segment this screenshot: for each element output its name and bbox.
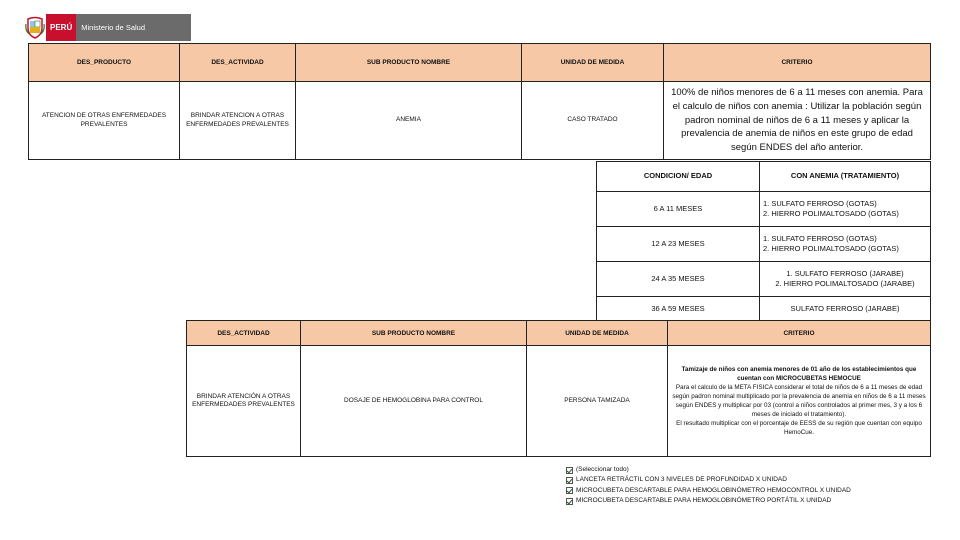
header-sub-producto: SUB PRODUCTO NOMBRE bbox=[296, 44, 522, 82]
criterio-paragraph-1: Para el calculo de la META FISICA considerar el total de niños de 6 a 11 meses de edad según padron nominal multiplicado por la prevalencia de anemia en niños de 6 a 11 meses según ENDES y multiplicar por 03 (control a niños controlados al primer mes, 3 y a los 6 meses de iniciado el tratamiento). bbox=[672, 383, 926, 419]
criterio-paragraph-2: El resultado multiplicar con el porcentaje de EESS de su región que cuentan con equipo HemoCue. bbox=[676, 420, 922, 437]
age-cell: 6 A 11 MESES bbox=[597, 192, 760, 227]
treatment-line-1: SULFATO FERROSO (JARABE) bbox=[790, 303, 900, 313]
treatment-row bbox=[597, 297, 931, 322]
treatment-line-1: 1. SULFATO FERROSO (GOTAS) bbox=[763, 233, 877, 243]
checkbox-checked-icon[interactable] bbox=[566, 477, 573, 484]
header-des-producto: DES_PRODUCTO bbox=[29, 44, 180, 82]
bottom-table-header-row bbox=[187, 321, 931, 346]
criterio-summary: Tamizaje de niños con anemia menores de 01 año de los establecimientos que cuentan con MICROCUBETAS HEMOCUE bbox=[681, 365, 917, 382]
treatment-cell bbox=[760, 262, 931, 297]
cell-sub-producto: DOSAJE DE HEMOGLOBINA PARA CONTROL bbox=[301, 346, 527, 457]
treatment-header-row bbox=[597, 162, 931, 192]
filter-item[interactable] bbox=[566, 486, 851, 496]
header-criterio: CRITERIO bbox=[668, 321, 931, 346]
coat-of-arms-icon bbox=[24, 14, 46, 41]
logo-country-label: PERÚ bbox=[46, 14, 76, 41]
cell-criterio bbox=[668, 346, 931, 457]
header-des-actividad: DES_ACTIVIDAD bbox=[187, 321, 301, 346]
cell-sub-producto: ANEMIA bbox=[296, 82, 522, 160]
age-cell: 24 A 35 MESES bbox=[597, 262, 760, 297]
treatment-line-2: 2. HIERRO POLIMALTOSADO (GOTAS) bbox=[763, 209, 899, 218]
minsa-logo bbox=[24, 14, 191, 41]
top-table bbox=[28, 43, 931, 160]
cell-des-producto: ATENCION DE OTRAS ENFERMEDADES PREVALENTES bbox=[29, 82, 180, 160]
bottom-table bbox=[186, 320, 931, 457]
header-tratamiento: CON ANEMIA (TRATAMIENTO) bbox=[760, 162, 931, 192]
cell-unidad-medida: PERSONA TAMIZADA bbox=[527, 346, 668, 457]
treatment-cell bbox=[760, 192, 931, 227]
filter-item[interactable] bbox=[566, 475, 851, 485]
top-table-row bbox=[29, 82, 931, 160]
header-unidad-medida: UNIDAD DE MEDIDA bbox=[527, 321, 668, 346]
bottom-table-row bbox=[187, 346, 931, 457]
checkbox-checked-icon[interactable] bbox=[566, 498, 573, 505]
header-condicion-edad: CONDICION/ EDAD bbox=[597, 162, 760, 192]
treatment-table bbox=[596, 161, 931, 322]
treatment-row bbox=[597, 262, 931, 297]
treatment-line-1: 1. SULFATO FERROSO (GOTAS) bbox=[763, 198, 877, 208]
treatment-row bbox=[597, 192, 931, 227]
filter-item-label: LANCETA RETRÁCTIL CON 3 NIVELES DE PROFUNDIDAD X UNIDAD bbox=[576, 476, 787, 484]
filter-item-label: MICROCUBETA DESCARTABLE PARA HEMOGLOBINÓMETRO HEMOCONTROL X UNIDAD bbox=[576, 486, 851, 494]
filter-item-label: (Seleccionar todo) bbox=[576, 466, 629, 473]
logo-ministry-label: Ministerio de Salud bbox=[76, 14, 191, 41]
treatment-cell bbox=[760, 297, 931, 322]
header-unidad-medida: UNIDAD DE MEDIDA bbox=[522, 44, 664, 82]
age-cell: 12 A 23 MESES bbox=[597, 227, 760, 262]
treatment-line-1: 1. SULFATO FERROSO (JARABE) bbox=[786, 268, 904, 278]
filter-item-label: MICROCUBETA DESCARTABLE PARA HEMOGLOBINÓMETRO PORTÁTIL X UNIDAD bbox=[576, 497, 832, 505]
cell-unidad-medida: CASO TRATADO bbox=[522, 82, 664, 160]
cell-des-actividad: BRINDAR ATENCIÓN A OTRAS ENFERMEDADES PREVALENTES bbox=[187, 346, 301, 457]
filter-item[interactable] bbox=[566, 496, 851, 506]
treatment-cell bbox=[760, 227, 931, 262]
treatment-row bbox=[597, 227, 931, 262]
cell-des-actividad: BRINDAR ATENCION A OTRAS ENFERMEDADES PREVALENTES bbox=[180, 82, 296, 160]
filter-item-select-all[interactable] bbox=[566, 465, 851, 475]
treatment-line-2: 2. HIERRO POLIMALTOSADO (GOTAS) bbox=[763, 244, 899, 253]
header-des-actividad: DES_ACTIVIDAD bbox=[180, 44, 296, 82]
checkbox-checked-icon[interactable] bbox=[566, 467, 573, 474]
filter-checklist bbox=[566, 465, 851, 507]
treatment-line-2: 2. HIERRO POLIMALTOSADO (JARABE) bbox=[775, 279, 915, 288]
header-sub-producto: SUB PRODUCTO NOMBRE bbox=[301, 321, 527, 346]
age-cell: 36 A 59 MESES bbox=[597, 297, 760, 322]
cell-criterio: 100% de niños menores de 6 a 11 meses con anemia. Para el calculo de niños con anemia : Utilizar la población según padron nominal de niños de 6 a 11 meses y aplicar la prevalencia de anemia de niños en este grupo de edad según ENDES del año anterior. bbox=[664, 82, 931, 160]
checkbox-checked-icon[interactable] bbox=[566, 487, 573, 494]
header-criterio: CRITERIO bbox=[664, 44, 931, 82]
top-table-header-row bbox=[29, 44, 931, 82]
